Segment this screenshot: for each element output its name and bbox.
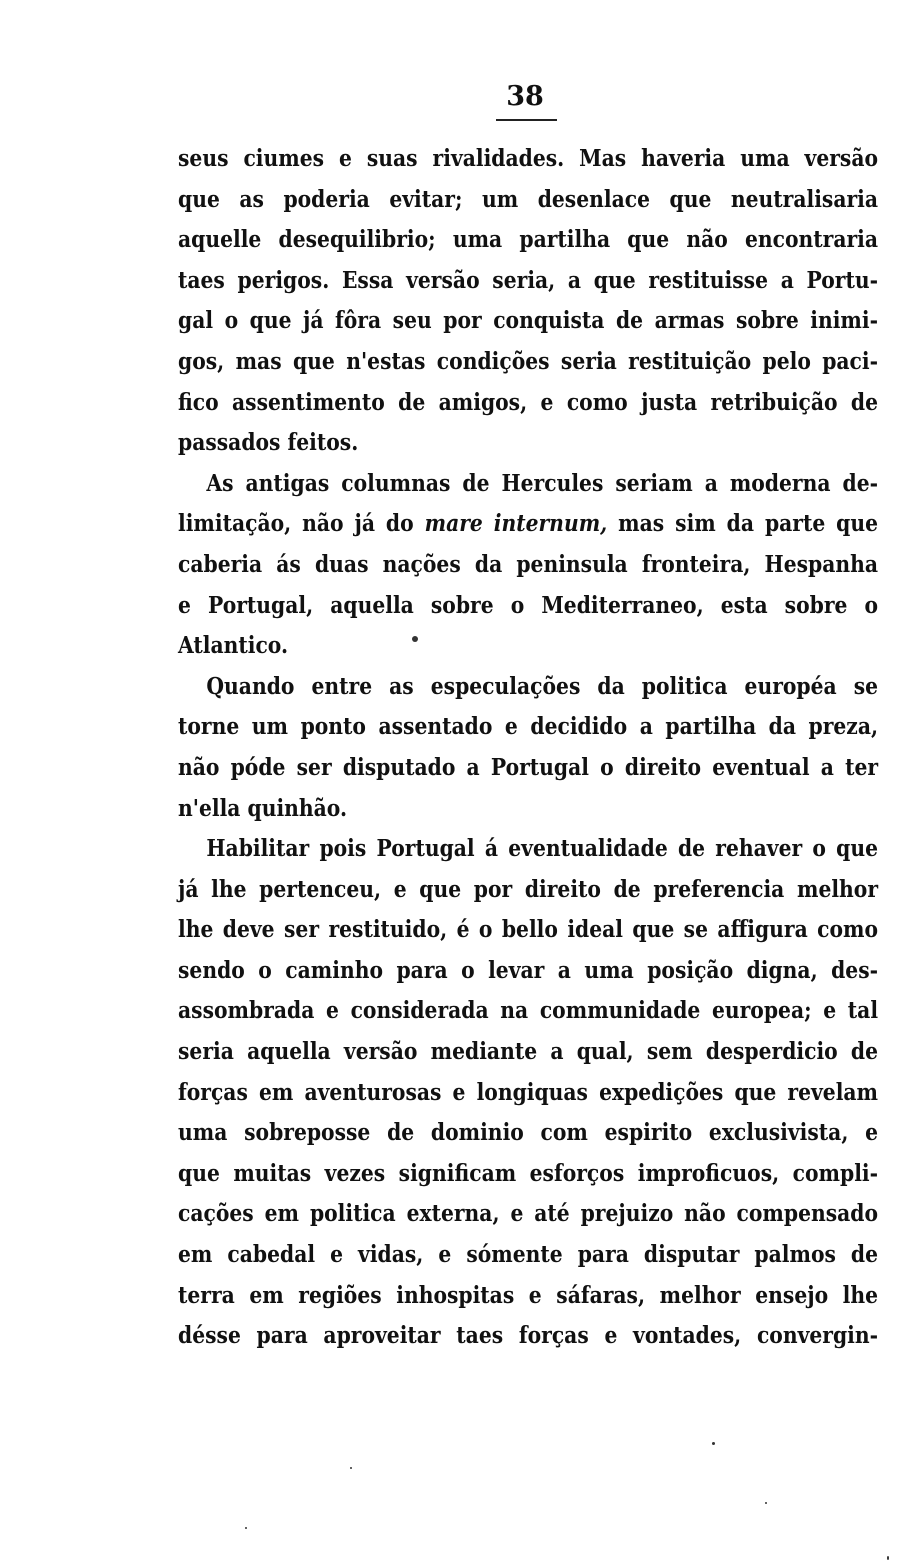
- print-speck: [245, 1527, 247, 1529]
- text-line: passados feitos.: [178, 428, 359, 457]
- text-line: caberia ás duas nações da peninsula fronteira, Hespanha: [178, 549, 879, 578]
- page-number: 38: [506, 81, 544, 112]
- text-line-mixed: [178, 503, 878, 544]
- text-line: já lhe pertenceu, e que por direito de preferencia melhor: [178, 874, 879, 903]
- text-line: lhe deve ser restituido, é o bello ideal que se affigura como: [178, 915, 879, 944]
- text-line: seria aquella versão mediante a qual, sem desperdicio de: [178, 1037, 879, 1066]
- text-line: n'ella quinhão.: [178, 793, 348, 822]
- body-text: [178, 138, 878, 1356]
- text-line: fico assentimento de amigos, e como justa retribuição de: [178, 387, 879, 416]
- page-number-underline: [496, 119, 557, 121]
- print-speck: [887, 1556, 889, 1560]
- print-speck: [712, 1442, 715, 1445]
- text-segment: limitação, não já do: [178, 509, 414, 538]
- text-line: seus ciumes e suas rivalidades. Mas haveria uma versão: [178, 144, 879, 172]
- print-speck: [350, 1467, 352, 1469]
- text-segment: mas sim da parte que: [618, 509, 879, 538]
- text-line: que muitas vezes significam esforços improficuos, compli-: [178, 1158, 879, 1187]
- text-line: em cabedal e vidas, e sómente para disputar palmos de: [178, 1240, 879, 1269]
- text-line: não póde ser disputado a Portugal o direito eventual a ter: [178, 752, 879, 781]
- text-line: forças em aventurosas e longiquas expedições que revelam: [178, 1077, 879, 1106]
- text-line: gos, mas que n'estas condições seria restituição pelo paci-: [178, 346, 879, 375]
- text-line: que as poderia evitar; um desenlace que neutralisaria: [178, 184, 879, 213]
- text-line: taes perigos. Essa versão seria, a que restituisse a Portu-: [178, 265, 879, 294]
- text-line: As antigas columnas de Hercules seriam a moderna de-: [206, 468, 879, 497]
- text-line: terra em regiões inhospitas e sáfaras, melhor ensejo lhe: [178, 1280, 879, 1309]
- text-line: assombrada e considerada na communidade europea; e tal: [178, 996, 879, 1025]
- text-line: aquelle desequilibrio; uma partilha que não encontraria: [178, 225, 879, 254]
- text-line: gal o que já fôra seu por conquista de armas sobre inimi-: [178, 306, 879, 335]
- text-line: torne um ponto assentado e decidido a partilha da preza,: [178, 712, 879, 741]
- page-number-block: [480, 80, 570, 114]
- text-line: désse para aproveitar taes forças e vontades, convergin-: [178, 1321, 879, 1350]
- text-line: Atlantico.: [178, 631, 289, 660]
- print-speck: [765, 1502, 767, 1504]
- latin-phrase: mare internum,: [424, 509, 608, 538]
- text-line: uma sobreposse de dominio com espirito exclusivista, e: [178, 1118, 879, 1147]
- text-line: e Portugal, aquella sobre o Mediterraneo, esta sobre o: [178, 590, 879, 619]
- text-line: Habilitar pois Portugal á eventualidade de rehaver o que: [206, 834, 879, 863]
- text-line: Quando entre as especulações da politica européa se: [206, 671, 879, 700]
- text-line: cações em politica externa, e até prejuizo não compensado: [178, 1199, 879, 1228]
- text-line: sendo o caminho para o levar a uma posição digna, des-: [178, 955, 879, 984]
- print-speck: [412, 636, 418, 642]
